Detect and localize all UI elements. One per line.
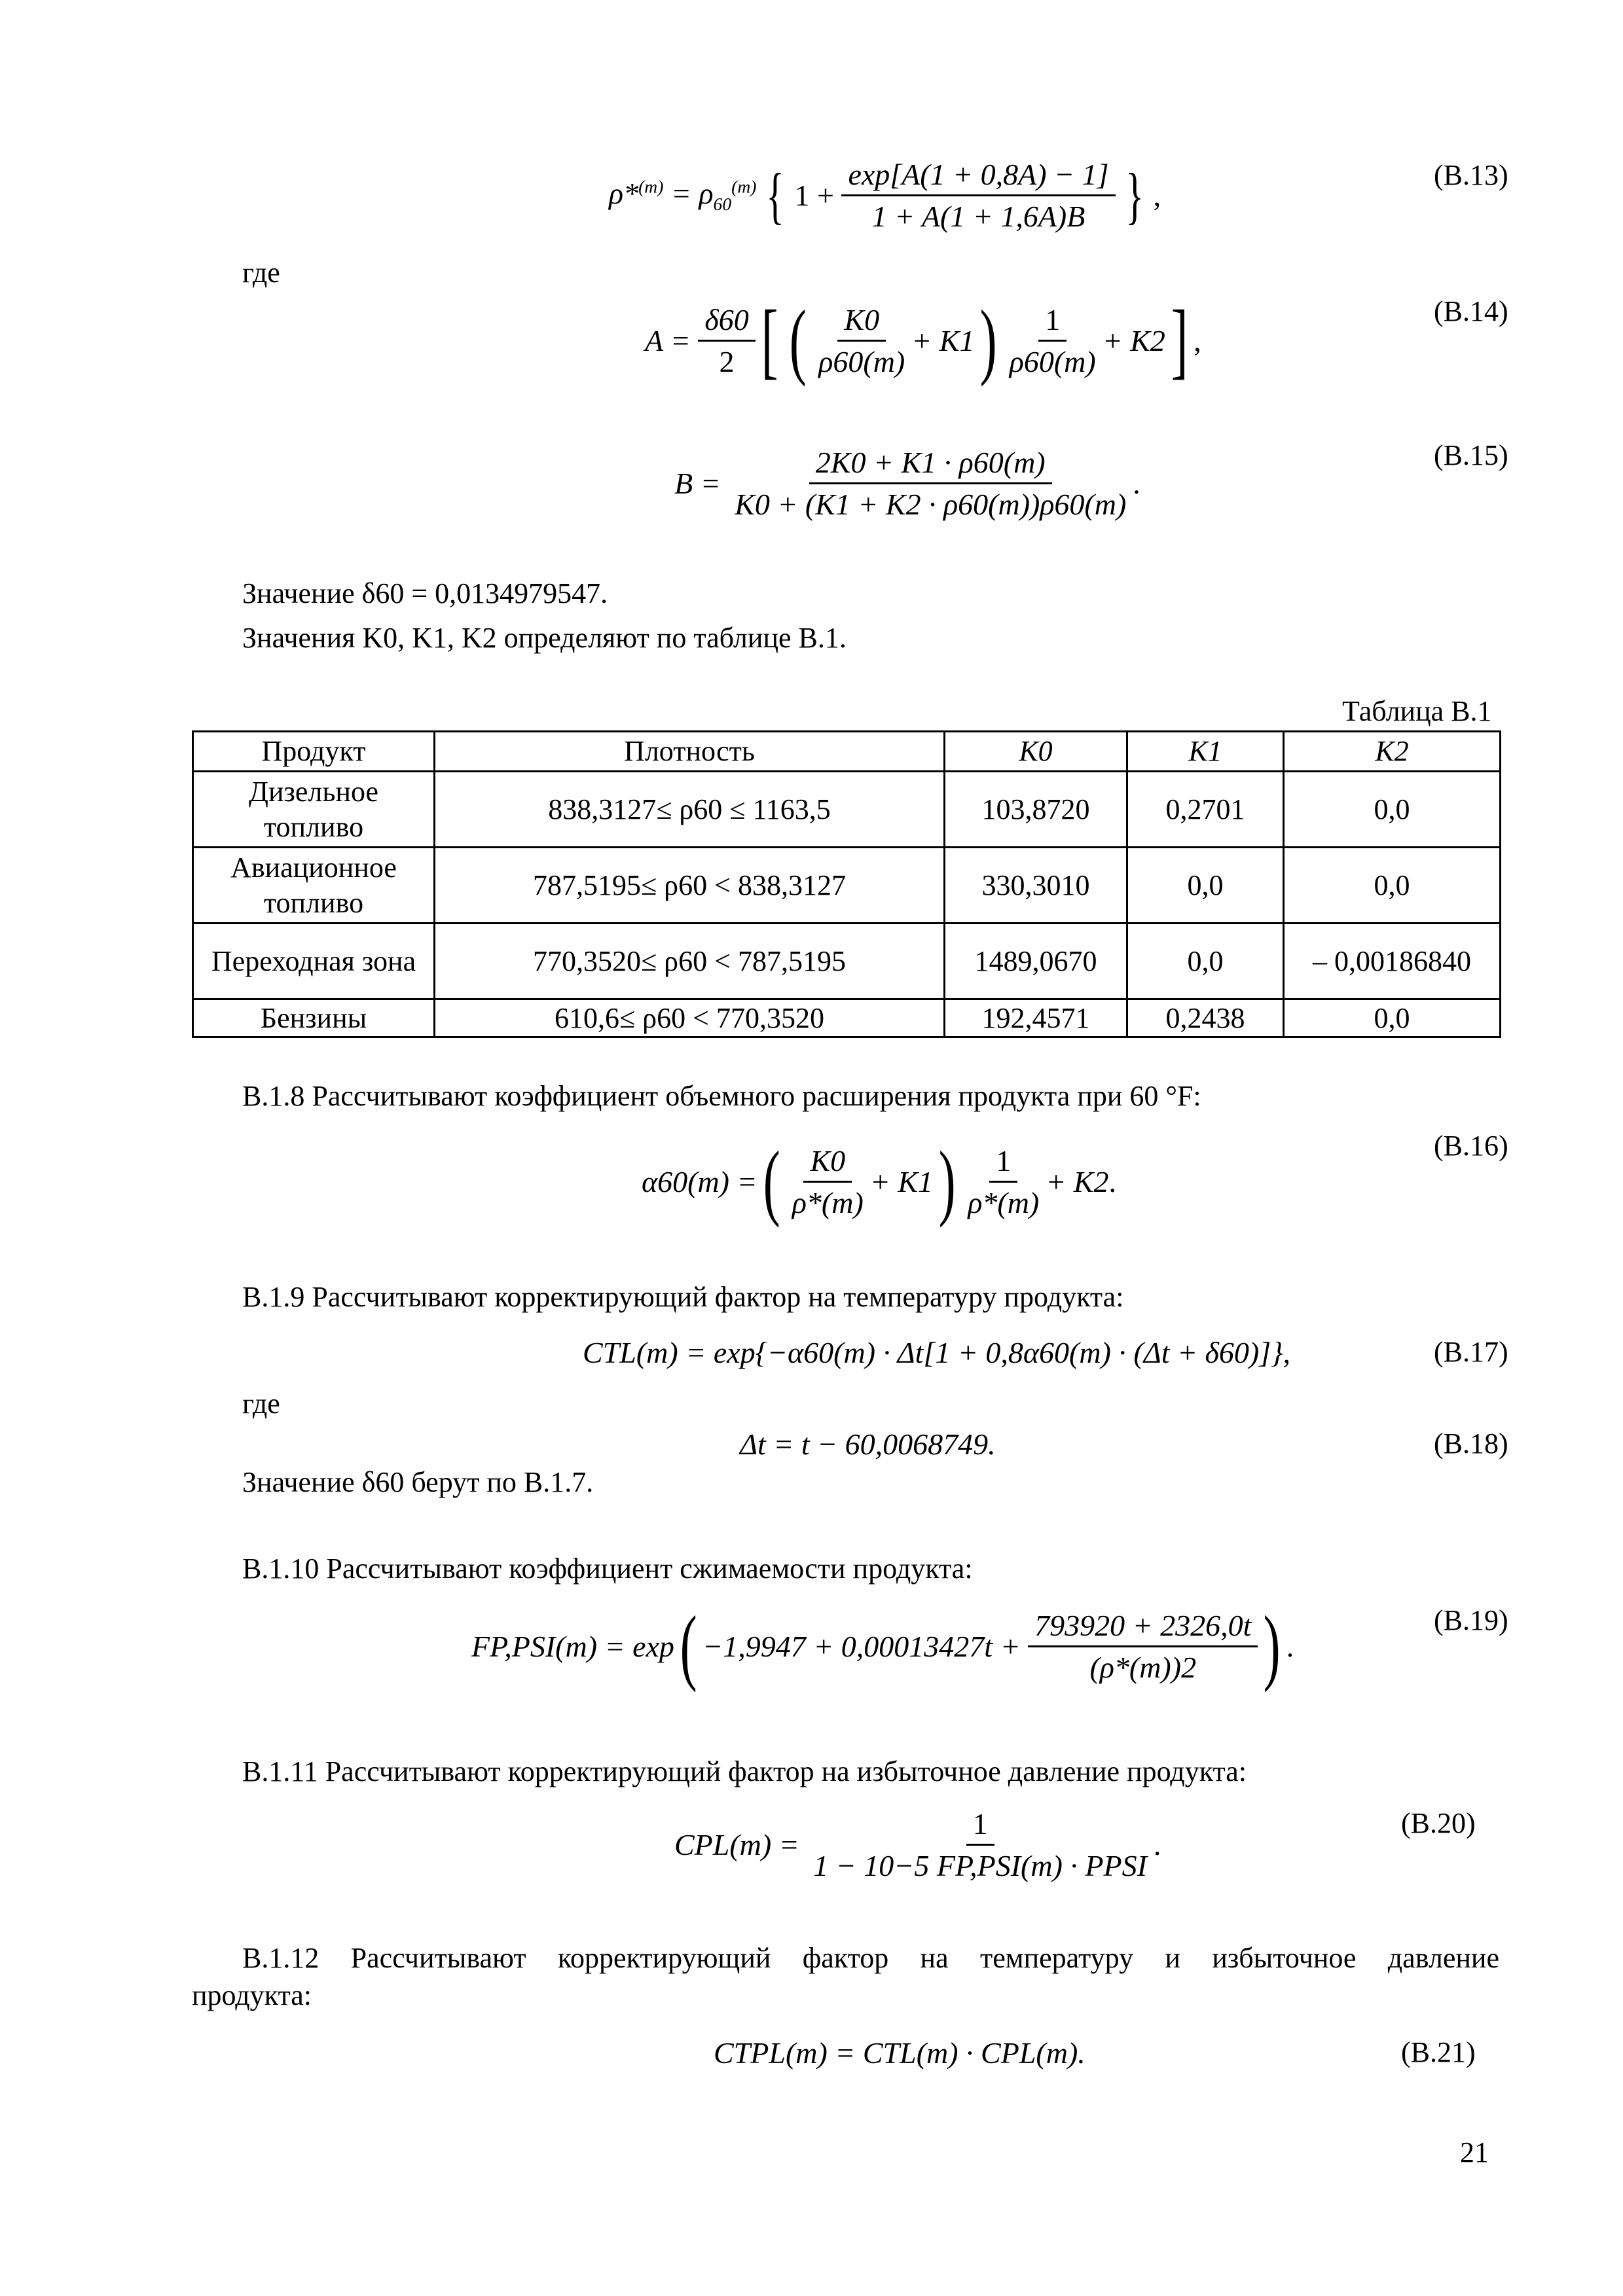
page-number: 21	[1460, 2136, 1489, 2168]
table-row	[193, 848, 1501, 924]
table-header-k0: K0	[945, 732, 1127, 772]
table-cell: 0,0	[1127, 848, 1284, 924]
table-b1	[192, 730, 1501, 1038]
table-cell: Бензины	[193, 999, 435, 1037]
table-header-k2: K2	[1284, 732, 1501, 772]
eq-number-b13: (В.13)	[1434, 159, 1508, 191]
table-cell: Дизельное топливо	[193, 772, 435, 848]
paragraph-b1-10: В.1.10 Рассчитывают коэффициент сжимаемости продукта:	[242, 1552, 973, 1585]
eq-b14-two: 2	[719, 344, 735, 378]
table-caption: Таблица В.1	[1342, 695, 1492, 727]
eq-b14-rho2: ρ60(m)	[1009, 344, 1096, 378]
equation-b19: FP,PSI(m) = exp ( −1,9947 + 0,00013427t + $\frac{793920 + 2326,0t}{(\rho*(m))2}$ ) .	[471, 1599, 1294, 1693]
table-cell: 838,3127≤ ρ60 ≤ 1163,5	[435, 772, 945, 848]
table-cell: Авиационное топливо	[193, 848, 435, 924]
table-cell: 0,0	[1127, 924, 1284, 999]
eq-b14-k0: K0	[837, 302, 886, 342]
table-row	[193, 924, 1501, 999]
eq-number-b21: (В.21)	[1401, 2036, 1476, 2068]
equation-b18: Δt = t − 60,0068749.	[740, 1427, 996, 1461]
paragraph-b1-11: В.1.11 Рассчитывают корректирующий фактор на избыточное давление продукта:	[242, 1755, 1247, 1787]
eq-number-b15: (В.15)	[1434, 439, 1508, 471]
table-cell: 0,0	[1284, 772, 1501, 848]
eq-b16-k1: + K1	[869, 1164, 934, 1198]
k-values-text: Значения K0, K1, K2 определяют по таблице В.1.	[242, 622, 847, 654]
table-cell: 0,0	[1284, 999, 1501, 1037]
equation-b21: CTPL(m) = CTL(m) · CPL(m).	[714, 2036, 1085, 2070]
eq-b20-lhs: CPL(m) =	[674, 1828, 799, 1861]
eq-number-b20: (В.20)	[1401, 1807, 1476, 1839]
table-row	[193, 772, 1501, 848]
eq-b13-num: exp[A(1 + 0,8A) − 1]	[841, 157, 1115, 196]
eq-b19-mid: −1,9947 + 0,00013427t +	[702, 1629, 1021, 1663]
eq-number-b18: (В.18)	[1434, 1427, 1508, 1460]
table-header-row	[193, 732, 1501, 772]
paragraph-b1-9: В.1.9 Рассчитывают корректирующий фактор на температуру продукта:	[242, 1281, 1124, 1313]
eq-b15-lhs: B =	[674, 467, 721, 500]
table-header-product: Продукт	[193, 732, 435, 772]
eq-b14-k1: + K1	[911, 323, 975, 357]
eq-b14-lhs: A =	[645, 323, 691, 357]
table-header-k1: K1	[1127, 732, 1284, 772]
paragraph-b1-12-line1: В.1.12 Рассчитывают корректирующий фактор на температуру и избыточное давление	[242, 1942, 1499, 1974]
table-cell: 1489,0670	[945, 924, 1127, 999]
eq-b13-den: 1 + A(1 + 1,6A)B	[871, 200, 1085, 233]
table-cell: Переходная зона	[193, 924, 435, 999]
equation-b17: CTL(m) = exp{−α60(m) · Δt[1 + 0,8α60(m) · (Δt + δ60)]},	[583, 1336, 1291, 1369]
eq-b16-rho2: ρ*(m)	[968, 1185, 1040, 1219]
table-header-density: Плотность	[435, 732, 945, 772]
table-cell: 0,2438	[1127, 999, 1284, 1037]
eq-b16-lhs: α60(m) =	[642, 1164, 757, 1198]
eq-b20-den: 1 − 10−5 FP,PSI(m) · PPSI	[813, 1849, 1147, 1882]
table-cell: – 0,00186840	[1284, 924, 1501, 999]
where-label-1: где	[242, 257, 280, 289]
paragraph-b1-12-line2: продукта:	[192, 1979, 312, 2011]
table-cell: 770,3520≤ ρ60 < 787,5195	[435, 924, 945, 999]
eq-b14-rho: ρ60(m)	[818, 344, 905, 378]
eq-number-b14: (В.14)	[1434, 295, 1508, 327]
eq-b19-num: 793920 + 2326,0t	[1028, 1608, 1258, 1647]
equation-b16: α60(m) = ( $\frac{K0}{\rho*(m)}$ + K1 ) $\frac{1}{\rho*(m)}$ + K2 .	[642, 1134, 1116, 1229]
equation-b20: CPL(m) = $\frac{1}{\text{1 − 10−5 FP,PSI(m) · PPSI}}$ .	[674, 1807, 1161, 1882]
equation-b15: B = $\frac{2K0 + K1 \cdot \rho 60(m)}{K0 + (K1 + K2 \cdot \rho 60(m))\rho 60(m)}$ .	[674, 446, 1140, 521]
eq-b14-one: 1	[1038, 302, 1067, 342]
eq-b14-k2: + K2	[1102, 323, 1165, 357]
equation-b14: A = $\frac{\delta 60}{2}$ [ ( $\frac{K0}{\rho 60(m)}$ + K1 ) $\frac{1}{\rho 60(m)}$ + K2 ] ,	[645, 293, 1201, 387]
eq-b19-den: (ρ*(m))2	[1089, 1650, 1197, 1684]
eq-number-b17: (В.17)	[1434, 1336, 1508, 1368]
eq-number-b16: (В.16)	[1434, 1130, 1508, 1162]
table-cell: 787,5195≤ ρ60 < 838,3127	[435, 848, 945, 924]
delta-value-text: Значение δ60 = 0,0134979547.	[242, 577, 608, 609]
equation-b13: $\rho*^{(m)} = \rho_{60}^{(m)}$ { 1 + $\frac{\exp[A(1 + 0,8A) - 1]}{1 + A(1 + 1,6A)B}$ } ,	[609, 158, 1161, 233]
table-cell: 0,0	[1284, 848, 1501, 924]
table-cell: 103,8720	[945, 772, 1127, 848]
eq-number-b19: (В.19)	[1434, 1604, 1508, 1636]
paragraph-b1-8: В.1.8 Рассчитывают коэффициент объемного расширения продукта при 60 °F:	[242, 1080, 1201, 1112]
eq-b16-k2: + K2	[1046, 1164, 1109, 1198]
table-cell: 330,3010	[945, 848, 1127, 924]
where-label-2: где	[242, 1388, 280, 1420]
delta-ref-text: Значение δ60 берут по В.1.7.	[242, 1466, 594, 1498]
table-row	[193, 999, 1501, 1037]
table-cell: 192,4571	[945, 999, 1127, 1037]
eq-b13-lhs: $\rho*^{(m)} = \rho_{60}^{(m)}$	[609, 176, 757, 215]
eq-b16-rho: ρ*(m)	[792, 1185, 864, 1219]
table-cell: 610,6≤ ρ60 < 770,3520	[435, 999, 945, 1037]
eq-b15-num: 2K0 + K1 · ρ60(m)	[809, 445, 1052, 484]
eq-b19-lhs: FP,PSI(m) = exp	[471, 1629, 674, 1663]
eq-b20-num: 1	[966, 1806, 994, 1846]
table-cell: 0,2701	[1127, 772, 1284, 848]
eq-b16-k0: K0	[803, 1143, 852, 1183]
eq-b14-delta: δ60	[698, 302, 755, 342]
eq-b16-one: 1	[989, 1143, 1017, 1183]
eq-b15-den: K0 + (K1 + K2 · ρ60(m))ρ60(m)	[735, 488, 1127, 521]
